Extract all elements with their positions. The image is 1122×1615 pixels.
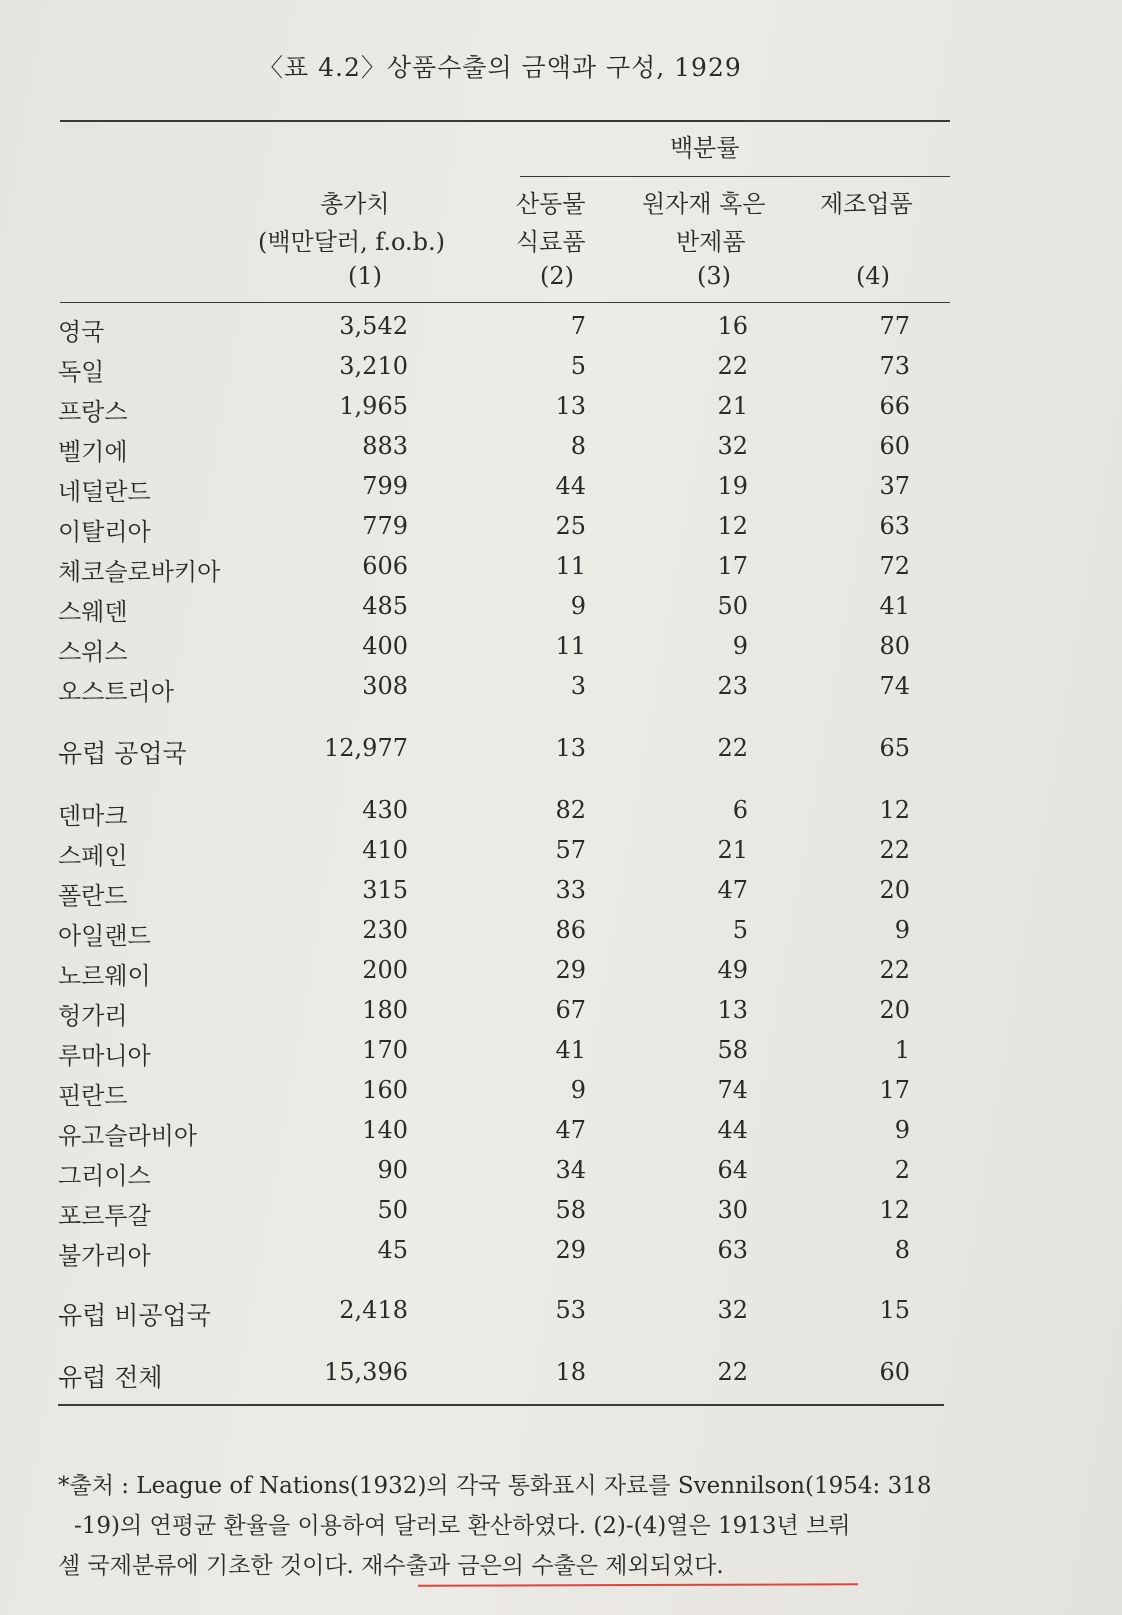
cell-total: 170: [362, 1036, 408, 1064]
country-name: 노르웨이: [58, 962, 151, 990]
cell-mfg: 8: [894, 1236, 910, 1264]
cell-mfg: 20: [879, 876, 910, 904]
cell-raw: 16: [717, 312, 748, 340]
table-title: 〈표 4.2〉상품수출의 금액과 구성, 1929: [258, 53, 742, 82]
cell-raw: 19: [717, 472, 748, 500]
country-name: 스웨덴: [58, 598, 128, 626]
cell-mfg: 15: [879, 1296, 910, 1324]
cell-food: 5: [570, 352, 586, 380]
table-row: [0, 1076, 1122, 1116]
cell-raw: 32: [717, 432, 748, 460]
cell-mfg: 80: [879, 632, 910, 660]
subtotal-label: 유럽 비공업국: [58, 1301, 211, 1330]
header-col3-num: (3): [697, 262, 731, 290]
cell-raw: 5: [732, 916, 748, 944]
country-name: 이탈리아: [58, 518, 151, 546]
cell-food: 82: [555, 796, 586, 824]
table-row: [0, 352, 1122, 392]
cell-total: 485: [362, 592, 408, 620]
subtotal-label: 유럽 공업국: [58, 739, 187, 768]
cell-food: 13: [555, 392, 586, 420]
country-name: 그리이스: [58, 1162, 151, 1190]
country-name: 불가리아: [58, 1242, 151, 1270]
cell-food: 57: [555, 836, 586, 864]
cell-raw: 21: [717, 836, 748, 864]
header-col1-line2: (백만달러, f.o.b.): [258, 228, 446, 256]
cell-total: 140: [362, 1116, 408, 1144]
cell-total: 883: [362, 432, 408, 460]
cell-total: 2,418: [339, 1296, 408, 1324]
country-name: 네덜란드: [58, 478, 151, 506]
cell-raw: 22: [717, 352, 748, 380]
cell-mfg: 77: [879, 312, 910, 340]
cell-total: 410: [362, 836, 408, 864]
cell-raw: 17: [717, 552, 748, 580]
cell-food: 7: [570, 312, 586, 340]
table-row: [0, 392, 1122, 432]
cell-raw: 32: [717, 1296, 748, 1324]
cell-raw: 74: [717, 1076, 748, 1104]
note-line-3-a: 셀 국제분류에 기초한 것이다.: [58, 1553, 362, 1579]
cell-total: 90: [377, 1156, 408, 1184]
country-name: 헝가리: [58, 1002, 128, 1030]
cell-food: 8: [570, 432, 586, 460]
country-name: 폴란드: [58, 882, 128, 910]
table-row: [0, 836, 1122, 876]
cell-raw: 22: [717, 734, 748, 762]
cell-raw: 21: [717, 392, 748, 420]
cell-mfg: 37: [879, 472, 910, 500]
cell-food: 29: [555, 956, 586, 984]
cell-total: 12,977: [324, 734, 408, 762]
cell-total: 3,210: [339, 352, 408, 380]
country-name: 체코슬로바키아: [58, 558, 221, 586]
table-row: [0, 1036, 1122, 1076]
cell-food: 9: [570, 592, 586, 620]
table-row: [0, 1236, 1122, 1276]
cell-mfg: 1: [894, 1036, 910, 1064]
note-line-3-b: 재수출과 금은의 수출은 제외되었다.: [361, 1553, 724, 1579]
cell-total: 45: [377, 1236, 408, 1264]
country-name: 스페인: [58, 842, 128, 870]
cell-total: 1,965: [339, 392, 408, 420]
cell-raw: 63: [717, 1236, 748, 1264]
cell-mfg: 66: [879, 392, 910, 420]
cell-raw: 12: [717, 512, 748, 540]
cell-total: 50: [377, 1196, 408, 1224]
country-name: 유고슬라비아: [58, 1122, 198, 1150]
header-col1-line1: 총가치: [320, 190, 390, 218]
cell-mfg: 12: [879, 1196, 910, 1224]
cell-food: 33: [555, 876, 586, 904]
cell-raw: 23: [717, 672, 748, 700]
cell-food: 13: [555, 734, 586, 762]
cell-raw: 50: [717, 592, 748, 620]
cell-mfg: 17: [879, 1076, 910, 1104]
cell-mfg: 60: [879, 432, 910, 460]
table-row: [0, 312, 1122, 352]
table-row: [0, 672, 1122, 712]
note-line-3: [58, 1546, 968, 1586]
table-row: [0, 1196, 1122, 1236]
note-line-2: -19)의 연평균 환율을 이용하여 달러로 환산하였다. (2)-(4)열은 1913년 브뤼: [74, 1513, 851, 1539]
country-name: 덴마크: [58, 802, 128, 830]
header-bottom-rule: [60, 302, 950, 303]
cell-raw: 22: [717, 1358, 748, 1386]
cell-total: 606: [362, 552, 408, 580]
cell-mfg: 9: [894, 916, 910, 944]
cell-raw: 64: [717, 1156, 748, 1184]
cell-total: 315: [362, 876, 408, 904]
cell-food: 58: [555, 1196, 586, 1224]
note-line-1: *출처 : League of Nations(1932)의 각국 통화표시 자료를 Svennilson(1954: 318: [58, 1473, 932, 1499]
cell-total: 200: [362, 956, 408, 984]
country-name: 오스트리아: [58, 678, 174, 706]
header-col4-num: (4): [856, 262, 890, 290]
cell-raw: 13: [717, 996, 748, 1024]
table-row: [0, 916, 1122, 956]
cell-mfg: 73: [879, 352, 910, 380]
table-row: [0, 956, 1122, 996]
cell-food: 25: [555, 512, 586, 540]
header-col2-num: (2): [540, 262, 574, 290]
subtotal-row-industrial: [0, 734, 1122, 774]
cell-raw: 6: [732, 796, 748, 824]
cell-total: 230: [362, 916, 408, 944]
cell-food: 3: [570, 672, 586, 700]
table-row: [0, 432, 1122, 472]
cell-food: 53: [555, 1296, 586, 1324]
table-row: [0, 1116, 1122, 1156]
country-name: 루마니아: [58, 1042, 151, 1070]
cell-total: 3,542: [339, 312, 408, 340]
cell-mfg: 12: [879, 796, 910, 824]
header-col2-line1: 산동물: [516, 190, 586, 218]
cell-total: 400: [362, 632, 408, 660]
cell-food: 47: [555, 1116, 586, 1144]
cell-mfg: 63: [879, 512, 910, 540]
cell-food: 41: [555, 1036, 586, 1064]
country-name: 독일: [58, 358, 105, 386]
cell-food: 86: [555, 916, 586, 944]
cell-raw: 47: [717, 876, 748, 904]
cell-raw: 58: [717, 1036, 748, 1064]
cell-food: 44: [555, 472, 586, 500]
table-row: [0, 472, 1122, 512]
top-rule: [60, 120, 950, 122]
cell-total: 799: [362, 472, 408, 500]
cell-food: 18: [555, 1358, 586, 1386]
cell-mfg: 74: [879, 672, 910, 700]
country-name: 벨기에: [58, 438, 128, 466]
cell-raw: 49: [717, 956, 748, 984]
country-name: 핀란드: [58, 1082, 128, 1110]
cell-mfg: 72: [879, 552, 910, 580]
cell-mfg: 60: [879, 1358, 910, 1386]
cell-mfg: 41: [879, 592, 910, 620]
table-row: [0, 876, 1122, 916]
cell-raw: 30: [717, 1196, 748, 1224]
country-name: 프랑스: [58, 398, 128, 426]
header-percent-group: 백분률: [670, 134, 740, 162]
cell-raw: 44: [717, 1116, 748, 1144]
cell-total: 15,396: [324, 1358, 408, 1386]
table-row: [0, 1156, 1122, 1196]
percent-group-rule: [520, 176, 950, 177]
header-col4-line1: 제조업품: [820, 190, 913, 218]
header-col2-line2: 식료품: [516, 228, 586, 256]
header-col1-num: (1): [348, 262, 382, 290]
cell-food: 11: [555, 552, 586, 580]
cell-food: 9: [570, 1076, 586, 1104]
bottom-rule: [58, 1404, 944, 1406]
country-name: 아일랜드: [58, 922, 151, 950]
cell-food: 11: [555, 632, 586, 660]
country-name: 포르투갈: [58, 1202, 151, 1230]
cell-total: 160: [362, 1076, 408, 1104]
header-col3-line1: 원자재 혹은: [642, 190, 766, 218]
table-row: [0, 632, 1122, 672]
cell-mfg: 65: [879, 734, 910, 762]
cell-food: 34: [555, 1156, 586, 1184]
red-underline-mark: [418, 1583, 858, 1587]
country-name: 영국: [58, 318, 105, 346]
cell-total: 779: [362, 512, 408, 540]
subtotal-row-nonindustrial: [0, 1296, 1122, 1336]
cell-food: 29: [555, 1236, 586, 1264]
cell-mfg: 20: [879, 996, 910, 1024]
header-col3-line2: 반제품: [676, 228, 746, 256]
cell-mfg: 2: [894, 1156, 910, 1184]
cell-raw: 9: [732, 632, 748, 660]
cell-food: 67: [555, 996, 586, 1024]
table-row: [0, 552, 1122, 592]
source-note: [58, 1466, 968, 1586]
cell-total: 308: [362, 672, 408, 700]
cell-mfg: 22: [879, 836, 910, 864]
cell-mfg: 22: [879, 956, 910, 984]
table-row: [0, 996, 1122, 1036]
country-name: 스위스: [58, 638, 128, 666]
cell-total: 180: [362, 996, 408, 1024]
cell-mfg: 9: [894, 1116, 910, 1144]
grand-total-row: [0, 1358, 1122, 1398]
grand-total-label: 유럽 전체: [58, 1363, 163, 1392]
table-row: [0, 512, 1122, 552]
table-row: [0, 592, 1122, 632]
table-row: [0, 796, 1122, 836]
cell-total: 430: [362, 796, 408, 824]
